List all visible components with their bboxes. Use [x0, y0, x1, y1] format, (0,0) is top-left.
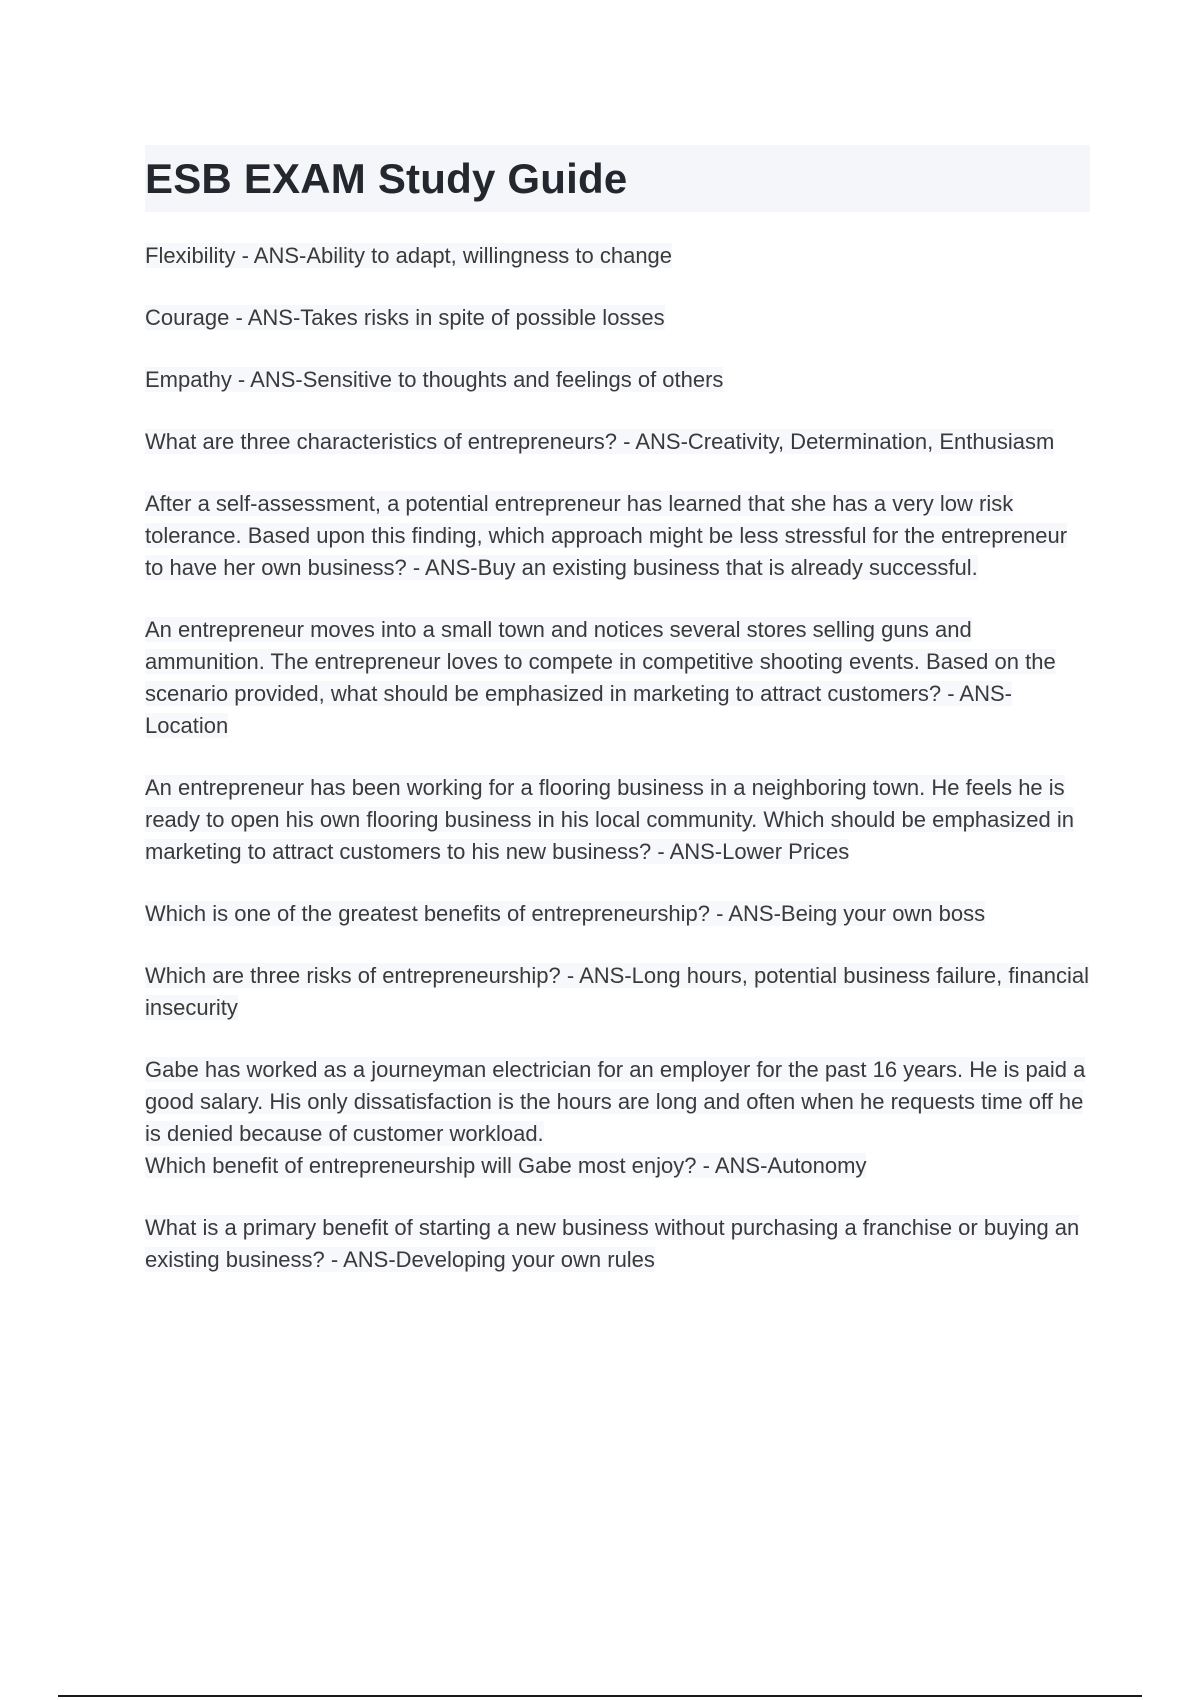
qa-text: Which is one of the greatest benefits of entrepreneurship? - ANS-Being your own boss — [145, 901, 986, 926]
qa-entry-primary-benefit — [145, 1212, 1090, 1276]
qa-text: After a self-assessment, a potential entrepreneur has learned that she has a very low risk tolerance. Based upon this finding, which approach might be less stressful for the entrepreneur to have her own business? - ANS-Buy an existing business that is already successful. — [145, 491, 1068, 580]
footer-divider — [58, 1695, 1142, 1697]
qa-text: Flexibility - ANS-Ability to adapt, willingness to change — [145, 243, 673, 268]
qa-entry-gabe — [145, 1054, 1090, 1182]
qa-entry-flooring — [145, 772, 1090, 868]
page-title: ESB EXAM Study Guide — [145, 154, 628, 202]
qa-text: Which benefit of entrepreneurship will Gabe most enjoy? - ANS-Autonomy — [145, 1153, 867, 1178]
title-band — [145, 145, 1090, 212]
qa-text: An entrepreneur moves into a small town and notices several stores selling guns and ammunition. The entrepreneur loves to compete in competitive shooting events. Based on the scenario provided, what should be emphasized in marketing to attract customers? - ANS-Location — [145, 617, 1056, 738]
qa-text: Courage - ANS-Takes risks in spite of possible losses — [145, 305, 665, 330]
qa-line — [145, 1054, 1090, 1150]
qa-entry-flexibility — [145, 240, 1090, 272]
qa-text: An entrepreneur has been working for a flooring business in a neighboring town. He feels he is ready to open his own flooring business in his local community. Which should be emphasized in marketing to attract customers to his new business? - ANS-Lower Prices — [145, 775, 1074, 864]
qa-entry-three-risks — [145, 960, 1090, 1024]
qa-text: What is a primary benefit of starting a new business without purchasing a franchise or buying an existing business? - ANS-Developing your own rules — [145, 1215, 1080, 1272]
qa-line — [145, 1150, 1090, 1182]
qa-entry-characteristics — [145, 426, 1090, 458]
qa-text: Empathy - ANS-Sensitive to thoughts and feelings of others — [145, 367, 724, 392]
qa-entry-courage — [145, 302, 1090, 334]
document-content — [145, 145, 1090, 1306]
qa-entry-greatest-benefit — [145, 898, 1090, 930]
qa-text: Which are three risks of entrepreneurship? - ANS-Long hours, potential business failure, financial insecurity — [145, 963, 1090, 1020]
qa-entry-risk-tolerance — [145, 488, 1090, 584]
qa-entry-empathy — [145, 364, 1090, 396]
qa-text: What are three characteristics of entrepreneurs? - ANS-Creativity, Determination, Enthusiasm — [145, 429, 1055, 454]
qa-entry-small-town — [145, 614, 1090, 742]
qa-text: Gabe has worked as a journeyman electrician for an employer for the past 16 years. He is paid a good salary. His only dissatisfaction is the hours are long and often when he requests time off he is denied because of customer workload. — [145, 1057, 1086, 1146]
